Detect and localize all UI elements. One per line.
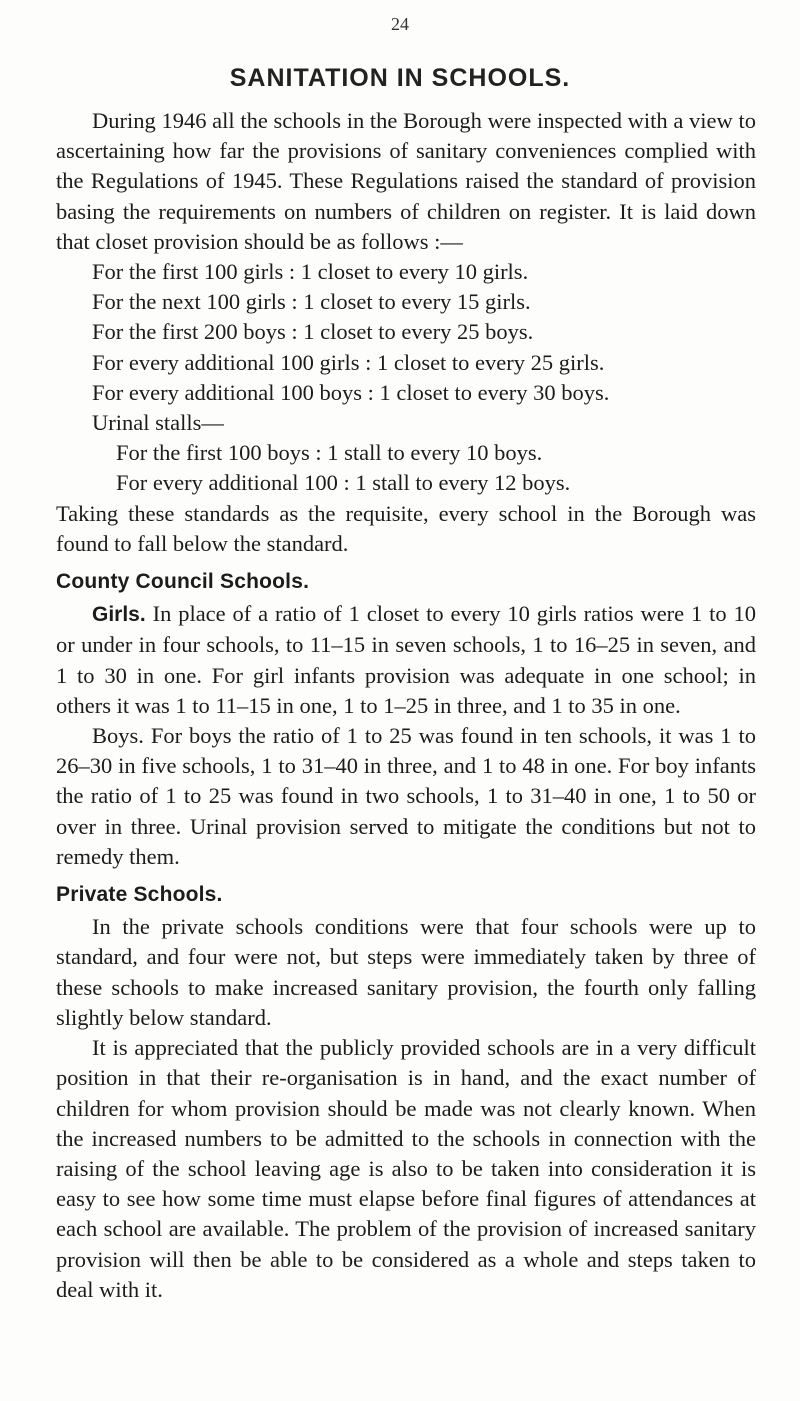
private-paragraph-1: In the private schools conditions were that four schools were up to standard, and four were not, but steps were immediately taken by three of these schools to make increased sanitary provision, the fourth only falling slightly below standard. — [56, 914, 756, 1030]
urinal-rule: For every additional 100 : 1 stall to every 12 boys. — [116, 470, 571, 496]
boys-paragraph: Boys. For boys the ratio of 1 to 25 was found in ten schools, it was 1 to 26–30 in five schools, 1 to 31–40 in three, and 1 to 48 in one. For boy infants the ratio of 1 to 25 was found in two schools, 1 to 31–40 in one, 1 to 50 or over in three. Urinal provision served to mitigate the conditions but not to remedy them. — [56, 723, 756, 869]
closet-rule: For the first 100 girls : 1 closet to every 10 girls. — [92, 259, 529, 285]
standards-conclusion: Taking these standards as the requisite, every school in the Borough was found to fall below the standard. — [56, 500, 756, 556]
urinal-rules-list — [56, 438, 756, 498]
urinal-heading: Urinal stalls— — [92, 410, 224, 436]
private-paragraph-2: It is appreciated that the publicly provided schools are in a very difficult position in that their re-organisation is in hand, and the exact number of children for whom provision should be made was not clearly known. When the increased numbers to be admitted to the schools in connection with the raising of the school leaving age is also to be taken into consideration it is easy to see how some time must elapse before final figures of attendances at each school are available. The problem of the provision of increased sanitary provision will then be able to be considered as a whole and steps taken to deal with it. — [56, 1035, 756, 1302]
girls-text: In place of a ratio of 1 closet to every 10 girls ratios were 1 to 10 or under in four schools, to 11–15 in seven schools, 1 to 16–25 in seven, and 1 to 30 in one. For girl infants provision was adequate in one school; in others it was 1 to 11–15 in one, 1 to 1–25 in three, and 1 to 35 in one. — [56, 601, 757, 718]
private-schools-heading: Private Schools. — [56, 883, 223, 907]
county-schools-heading: County Council Schools. — [56, 570, 310, 594]
girls-label: Girls. — [92, 603, 146, 627]
girls-paragraph — [56, 599, 756, 721]
document-body — [56, 106, 756, 1305]
closet-rules-list — [56, 257, 756, 408]
intro-paragraph: During 1946 all the schools in the Borough were inspected with a view to ascertaining how far the provisions of sanitary conveniences complied with the Regulations of 1945. These Regulations raised the standard of provision basing the requirements on numbers of children on register. It is laid down that closet provision should be as follows :— — [56, 108, 756, 254]
page-title: SANITATION IN SCHOOLS. — [229, 64, 571, 92]
closet-rule: For the next 100 girls : 1 closet to every 15 girls. — [92, 289, 531, 315]
closet-rule: For the first 200 boys : 1 closet to every 25 boys. — [92, 319, 534, 345]
closet-rule: For every additional 100 boys : 1 closet to every 30 boys. — [92, 379, 610, 405]
closet-rule: For every additional 100 girls : 1 closet to every 25 girls. — [92, 349, 605, 375]
urinal-rule: For the first 100 boys : 1 stall to every 10 boys. — [116, 440, 543, 466]
page-number: 24 — [391, 14, 409, 34]
